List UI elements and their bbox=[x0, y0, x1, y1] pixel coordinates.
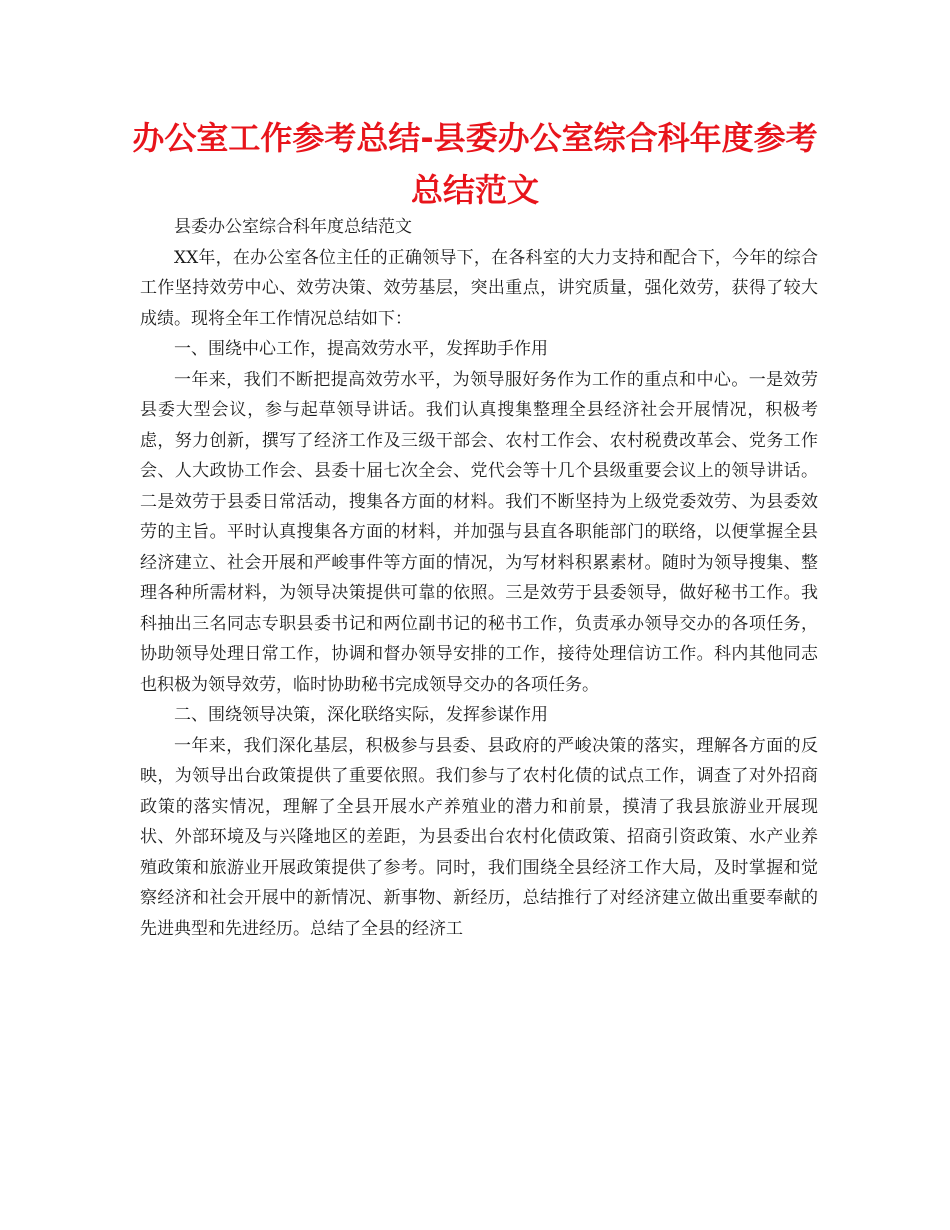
title-line-2: 总结范文 bbox=[410, 171, 539, 209]
subtitle-paragraph: 县委办公室综合科年度总结范文 bbox=[174, 217, 412, 237]
title-line-1: 办公室工作参考总结-县委办公室综合科年度参考 bbox=[132, 119, 818, 157]
section-heading-2: 二、围绕领导决策，深化联络实际，发挥参谋作用 bbox=[174, 705, 548, 725]
section-2-paragraph: 一年来，我们深化基层，积极参与县委、县政府的严峻决策的落实，理解各方面的反映，为领导出台政策提供了重要依照。我们参与了农村化债的试点工作，调查了对外招商政策的落实情况，理解了全县开展水产养殖业的潜力和前景，摸清了我县旅游业开展现状、外部环境及与兴隆地区的差距，为县委出台农村化债政策、招商引资政策、水产业养殖政策和旅游业开展政策提供了参考。同时，我们围绕全县经济工作大局，及时掌握和觉察经济和社会开展中的新情况、新事物、新经历，总结推行了对经济建立做出重要奉献的先进典型和先进经历。总结了全县的经济工 bbox=[140, 735, 818, 939]
document-body bbox=[140, 212, 818, 944]
intro-paragraph: XX年，在办公室各位主任的正确领导下，在各科室的大力支持和配合下，今年的综合工作坚持效劳中心、效劳决策、效劳基层，突出重点，讲究质量，强化效劳，获得了较大成绩。现将全年工作情况总结如下： bbox=[140, 247, 818, 329]
section-heading-1: 一、围绕中心工作，提高效劳水平，发挥助手作用 bbox=[174, 339, 548, 359]
section-1-paragraph: 一年来，我们不断把提高效劳水平，为领导服好务作为工作的重点和中心。一是效劳县委大型会议，参与起草领导讲话。我们认真搜集整理全县经济社会开展情况，积极考虑，努力创新，撰写了经济工作及三级干部会、农村工作会、农村税费改革会、党务工作会、人大政协工作会、县委十届七次全会、党代会等十几个县级重要会议上的领导讲话。二是效劳于县委日常活动，搜集各方面的材料。我们不断坚持为上级党委效劳、为县委效劳的主旨。平时认真搜集各方面的材料，并加强与县直各职能部门的联络，以便掌握全县经济建立、社会开展和严峻事件等方面的情况，为写材料积累素材。随时为领导搜集、整理各种所需材料，为领导决策提供可靠的依照。三是效劳于县委领导，做好秘书工作。我科抽出三名同志专职县委书记和两位副书记的秘书工作，负责承办领导交办的各项任务，协助领导处理日常工作，协调和督办领导安排的工作，接待处理信访工作。科内其他同志也积极为领导效劳，临时协助秘书完成领导交办的各项任务。 bbox=[140, 369, 818, 695]
page-title bbox=[120, 112, 830, 216]
